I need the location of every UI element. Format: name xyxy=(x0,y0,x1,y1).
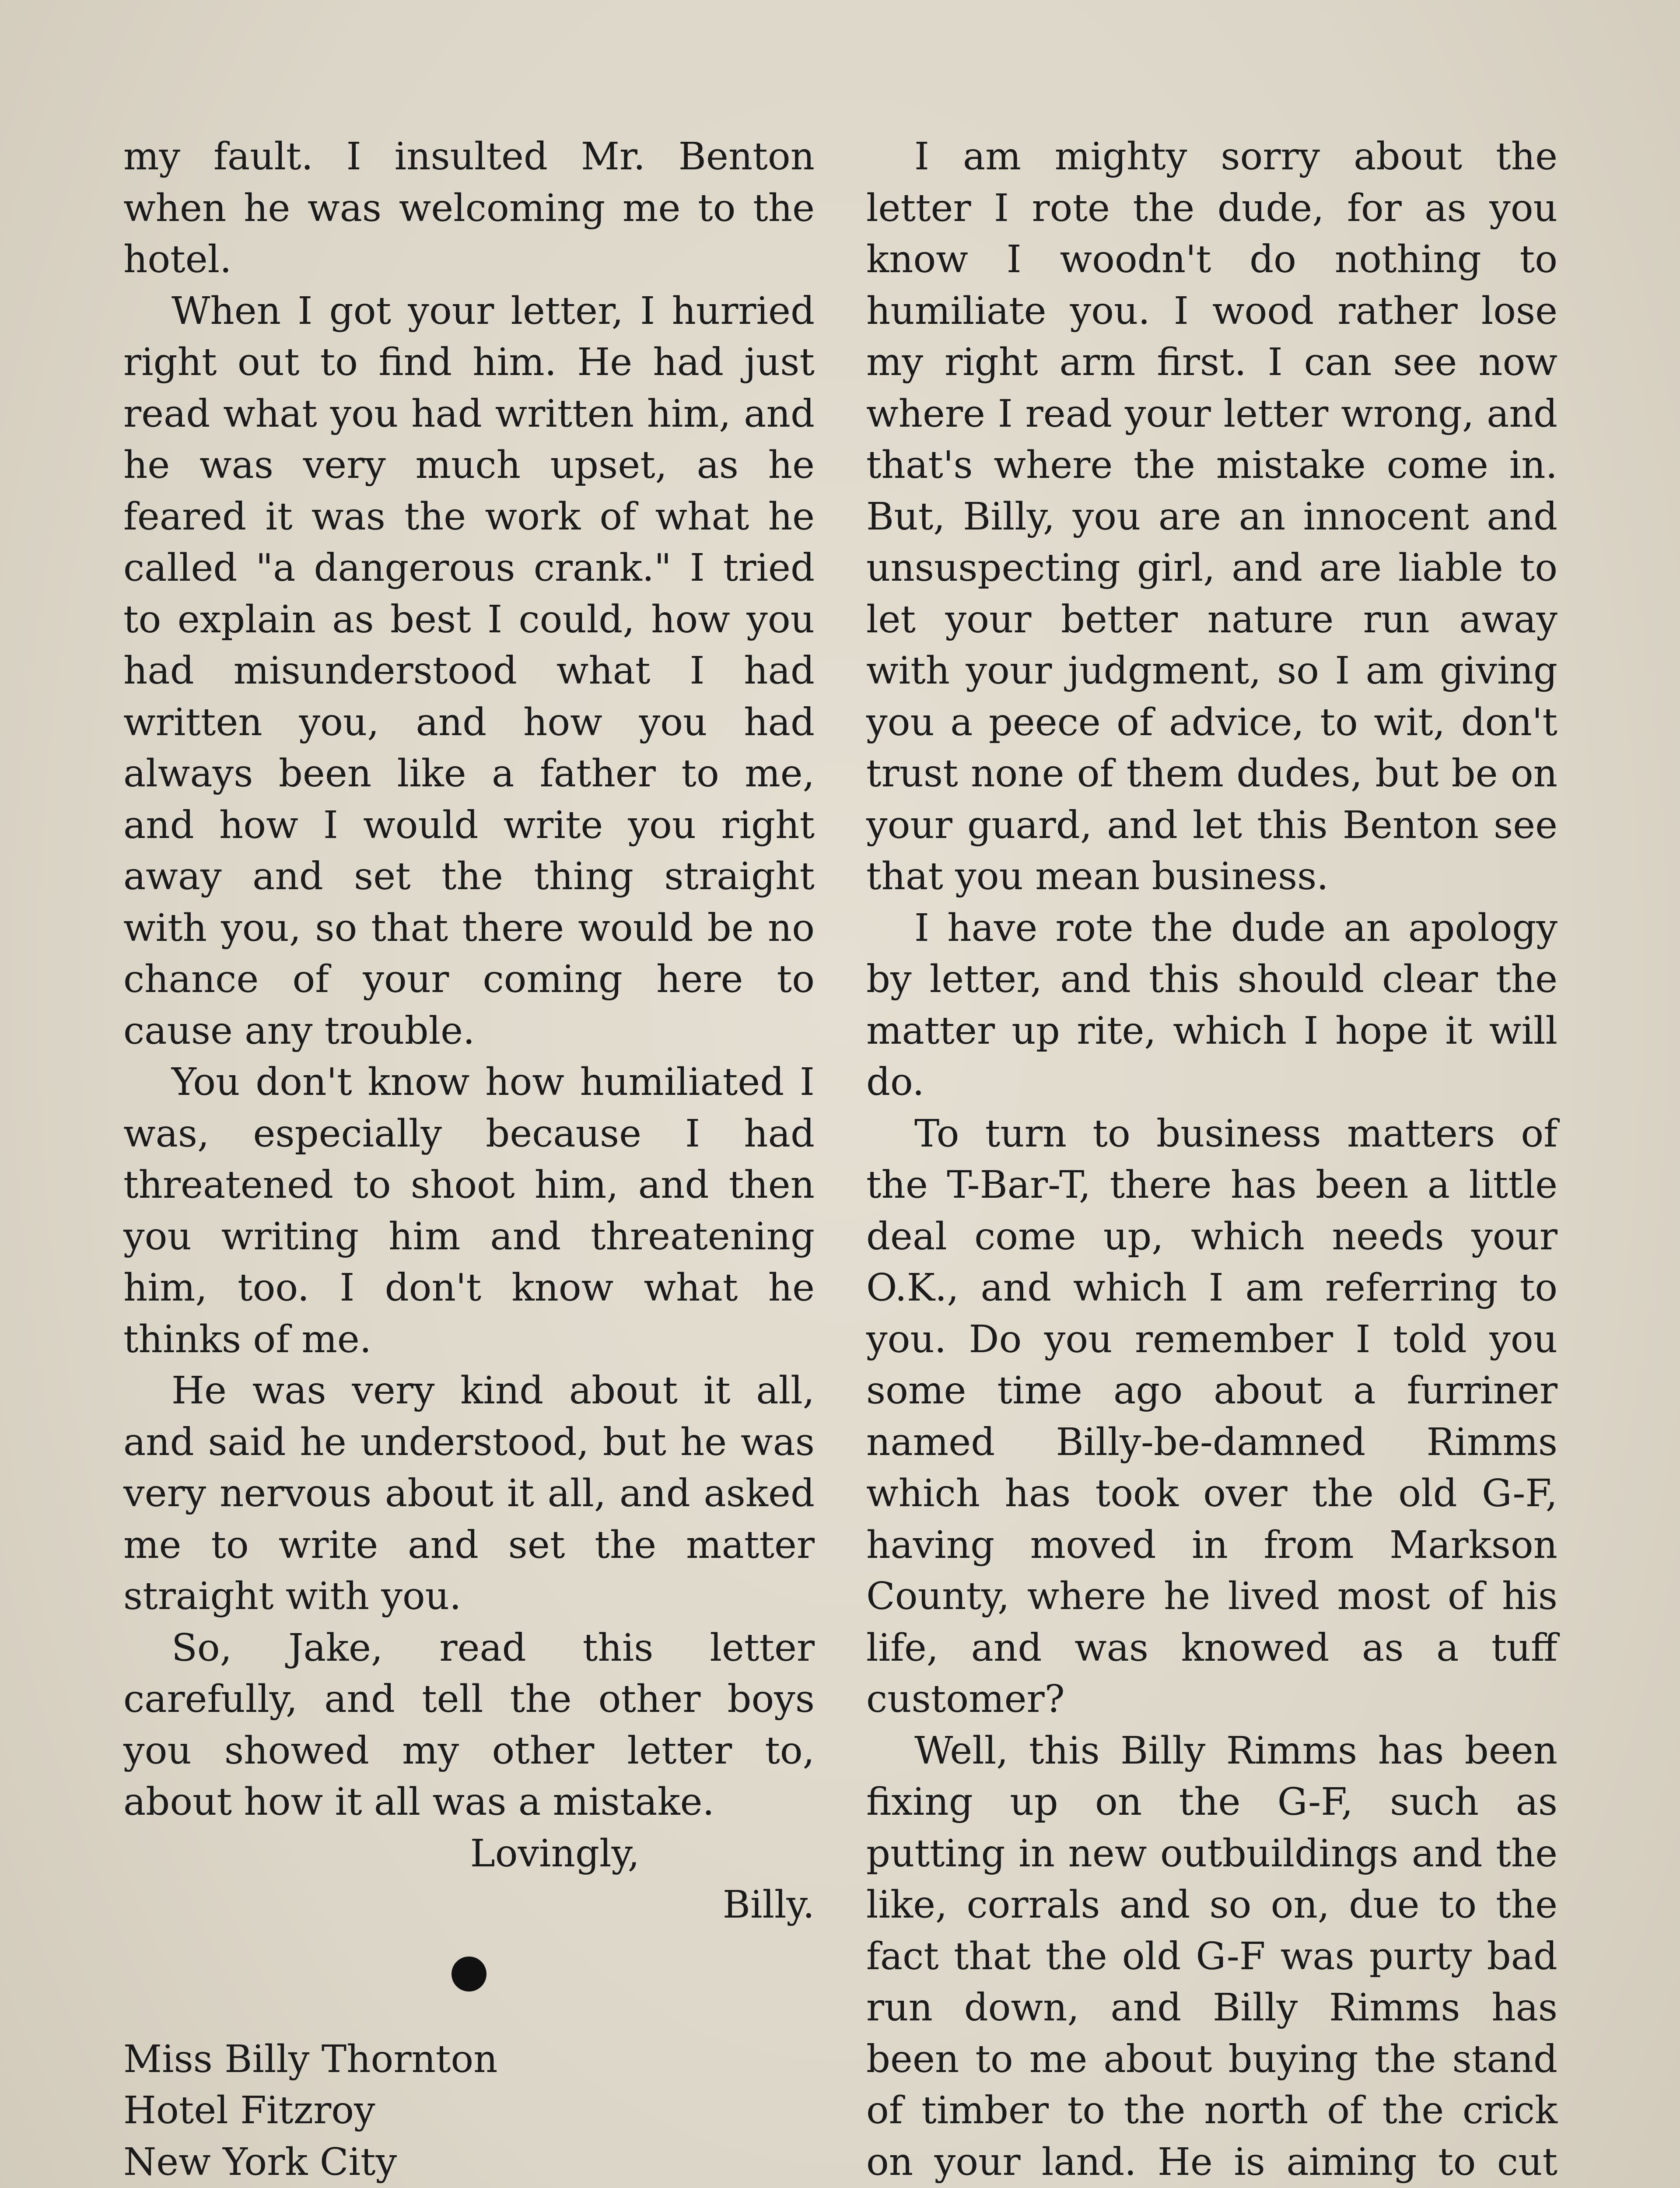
paragraph: To turn to business matters of the T-Bar-T, there has been a little deal come up, which needs your O.K., and which I am referring to you. Do you remember I told you some time ago about a furriner named Billy-be-damned Rimms which has took over the old G-F, having moved in from Markson County, where he lived most of his life, and was knowed as a tuff customer? xyxy=(866,1112,1558,1721)
paragraph: So, Jake, read this letter carefully, and tell the other boys you showed my other letter to, about how it all was a mistake. xyxy=(123,1626,815,1824)
paragraph: When I got your letter, I hurried right out to find him. He had just read what you had written him, and he was very much upset, as he feared it was the work of what he called "a dangerous crank." I tried to explain as best I could, how you had misunderstood what I had written you, and how you had always been like a father to me, and how I would write you right away and set the thing straight with you, so that there would be no chance of your coming here to cause any trouble. xyxy=(123,289,815,1053)
paragraph: I am mighty sorry about the letter I rote the dude, for as you know I woodn't do nothing to humiliate you. I wood rather lose my right arm first. I can see now where I read your letter wrong, and that's where the mistake come in. But, Billy, you are an innocent and unsuspecting girl, and are liable to let your better nature run away with your judgment, so I am giving you a peece of advice, to wit, don't trust none of them dudes, but be on your guard, and let this Benton see that you mean business. xyxy=(866,135,1558,898)
address-line: New York City xyxy=(123,2140,397,2184)
section-divider xyxy=(123,1931,815,2034)
address-line: Miss Billy Thornton xyxy=(123,2037,498,2081)
paragraph: He was very kind about it all, and said he understood, but he was very nervous about it all, and asked me to write and set the matter straight with you. xyxy=(123,1369,815,1618)
bullet-dot-icon xyxy=(452,1957,486,1992)
left-column xyxy=(123,131,815,2188)
letter-signature: Billy. xyxy=(722,1883,815,1927)
letter-closing: Lovingly, xyxy=(470,1831,640,1876)
paragraph: I have rote the dude an apology by letter, and this should clear the matter up rite, which I hope it will do. xyxy=(866,906,1558,1104)
right-column xyxy=(866,131,1558,2188)
paragraph: Well, this Billy Rimms has been fixing up on the G-F, such as putting in new outbuildings and the like, corrals and so on, due to the fact that the old G-F was purty bad run down, and Billy Rimms has been to me about buying the stand of timber to the north of the crick on your land. He is aiming to cut xyxy=(866,1729,1558,2184)
paragraph: You don't know how humiliated I was, especially because I had threatened to shoot him, and then you writing him and threatening him, too. I don't know what he thinks of me. xyxy=(123,1060,815,1361)
address-line: Hotel Fitzroy xyxy=(123,2089,375,2132)
paragraph: my fault. I insulted Mr. Benton when he was welcoming me to the hotel. xyxy=(123,135,815,281)
